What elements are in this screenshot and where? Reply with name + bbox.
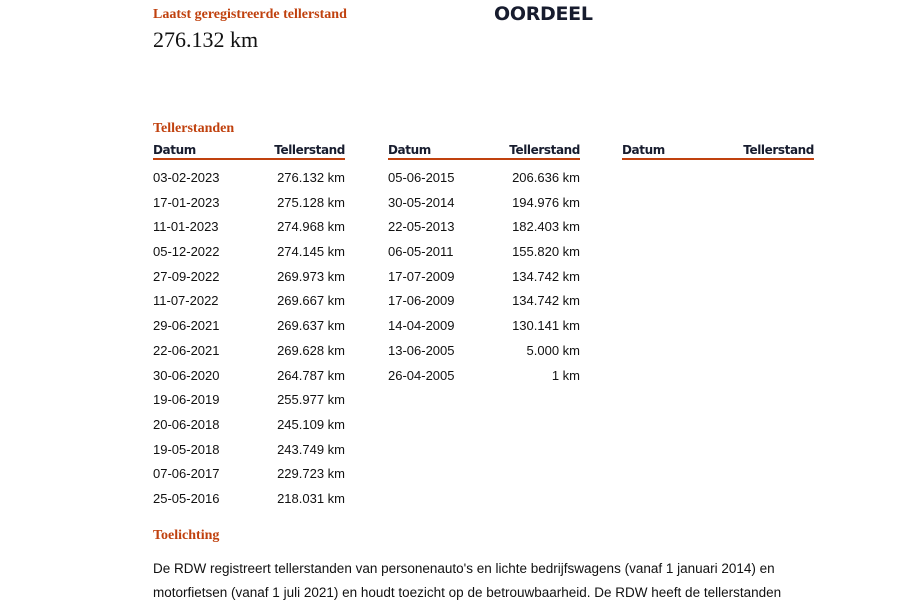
reading-row [388, 292, 580, 317]
reading-km: 275.128 km [277, 194, 345, 210]
reading-date: 19-05-2018 [153, 441, 220, 457]
explanation-text [153, 557, 853, 600]
reading-date: 17-01-2023 [153, 194, 220, 210]
reading-date: 30-06-2020 [153, 367, 220, 383]
reading-row [388, 218, 580, 243]
reading-row [388, 268, 580, 293]
reading-km: 269.637 km [277, 318, 345, 334]
reading-km: 269.628 km [277, 342, 345, 358]
reading-km: 134.742 km [512, 268, 580, 284]
reading-row [153, 416, 345, 441]
reading-date: 22-05-2013 [388, 219, 455, 235]
reading-date: 11-01-2023 [153, 219, 219, 235]
reading-row [153, 292, 345, 317]
reading-km: 206.636 km [512, 170, 580, 185]
reading-row [153, 367, 345, 392]
reading-date: 19-06-2019 [153, 392, 220, 408]
reading-row [388, 194, 580, 219]
reading-row [153, 268, 345, 293]
reading-km: 269.667 km [277, 293, 345, 309]
reading-date: 20-06-2018 [153, 416, 220, 432]
reading-date: 07-06-2017 [153, 466, 220, 482]
reading-km: 274.968 km [277, 219, 345, 235]
readings-heading: Tellerstanden [153, 121, 235, 136]
reading-km: 245.109 km [277, 416, 345, 432]
reading-row [153, 391, 345, 416]
reading-date: 06-05-2011 [388, 244, 454, 260]
reading-date: 30-05-2014 [388, 194, 455, 210]
reading-row [153, 342, 345, 367]
reading-date: 29-06-2021 [153, 318, 220, 334]
reading-km: 1 km [551, 367, 580, 383]
reading-row [153, 490, 345, 515]
reading-km: 155.820 km [512, 244, 580, 260]
reading-row [153, 169, 345, 194]
reading-km: 255.977 km [277, 392, 345, 408]
reading-row [153, 218, 345, 243]
reading-km: 130.141 km [512, 318, 580, 334]
readings-column-1 [153, 143, 345, 515]
readings-rows [388, 169, 580, 391]
reading-km: 269.973 km [277, 268, 345, 284]
reading-row [153, 317, 345, 342]
reading-date: 17-06-2009 [388, 293, 455, 309]
reading-column-header: Tellerstand [509, 143, 580, 157]
explanation-heading: Toelichting [153, 528, 220, 543]
reading-km: 5.000 km [526, 342, 580, 358]
reading-km: 276.132 km [277, 170, 345, 185]
reading-row [388, 367, 580, 392]
column-header [388, 143, 580, 160]
reading-row [153, 194, 345, 219]
reading-km: 274.145 km [277, 244, 345, 260]
reading-date: 05-06-2015 [388, 170, 455, 185]
reading-column-header: Tellerstand [743, 143, 814, 157]
readings-column-2 [388, 143, 580, 391]
date-column-header: Datum [153, 143, 196, 157]
readings-column-3 [622, 143, 814, 169]
reading-date: 26-04-2005 [388, 367, 455, 383]
reading-row [153, 243, 345, 268]
reading-row [153, 441, 345, 466]
reading-km: 229.723 km [277, 466, 345, 482]
reading-km: 182.403 km [512, 219, 580, 235]
reading-km: 264.787 km [277, 367, 345, 383]
reading-km: 194.976 km [512, 194, 580, 210]
last-reading-heading: Laatst geregistreerde tellerstand [153, 7, 347, 22]
column-header [622, 143, 814, 160]
last-reading-value: 276.132 km [153, 27, 259, 52]
reading-date: 05-12-2022 [153, 244, 220, 260]
explanation-line: motorfietsen (vanaf 1 juli 2021) en houdt toezicht op de betrouwbaarheid. De RDW heeft de tellerstanden [153, 585, 782, 600]
reading-row [388, 342, 580, 367]
reading-km: 134.742 km [512, 293, 580, 309]
reading-row [388, 243, 580, 268]
reading-date: 17-07-2009 [388, 268, 455, 284]
reading-date: 13-06-2005 [388, 342, 455, 358]
reading-date: 11-07-2022 [153, 293, 219, 309]
reading-row [388, 317, 580, 342]
reading-row [388, 169, 580, 194]
column-header [153, 143, 345, 160]
reading-km: 218.031 km [277, 490, 345, 506]
reading-date: 03-02-2023 [153, 170, 220, 185]
date-column-header: Datum [388, 143, 431, 157]
explanation-line: De RDW registreert tellerstanden van personenauto's en lichte bedrijfswagens (vanaf 1 januari 2014) en [153, 561, 775, 576]
reading-date: 22-06-2021 [153, 342, 220, 358]
verdict-title: OORDEEL [494, 3, 593, 25]
reading-date: 27-09-2022 [153, 268, 220, 284]
reading-row [153, 465, 345, 490]
reading-date: 25-05-2016 [153, 490, 220, 506]
date-column-header: Datum [622, 143, 665, 157]
reading-date: 14-04-2009 [388, 318, 455, 334]
reading-km: 243.749 km [277, 441, 345, 457]
reading-column-header: Tellerstand [274, 143, 345, 157]
readings-rows [153, 169, 345, 515]
